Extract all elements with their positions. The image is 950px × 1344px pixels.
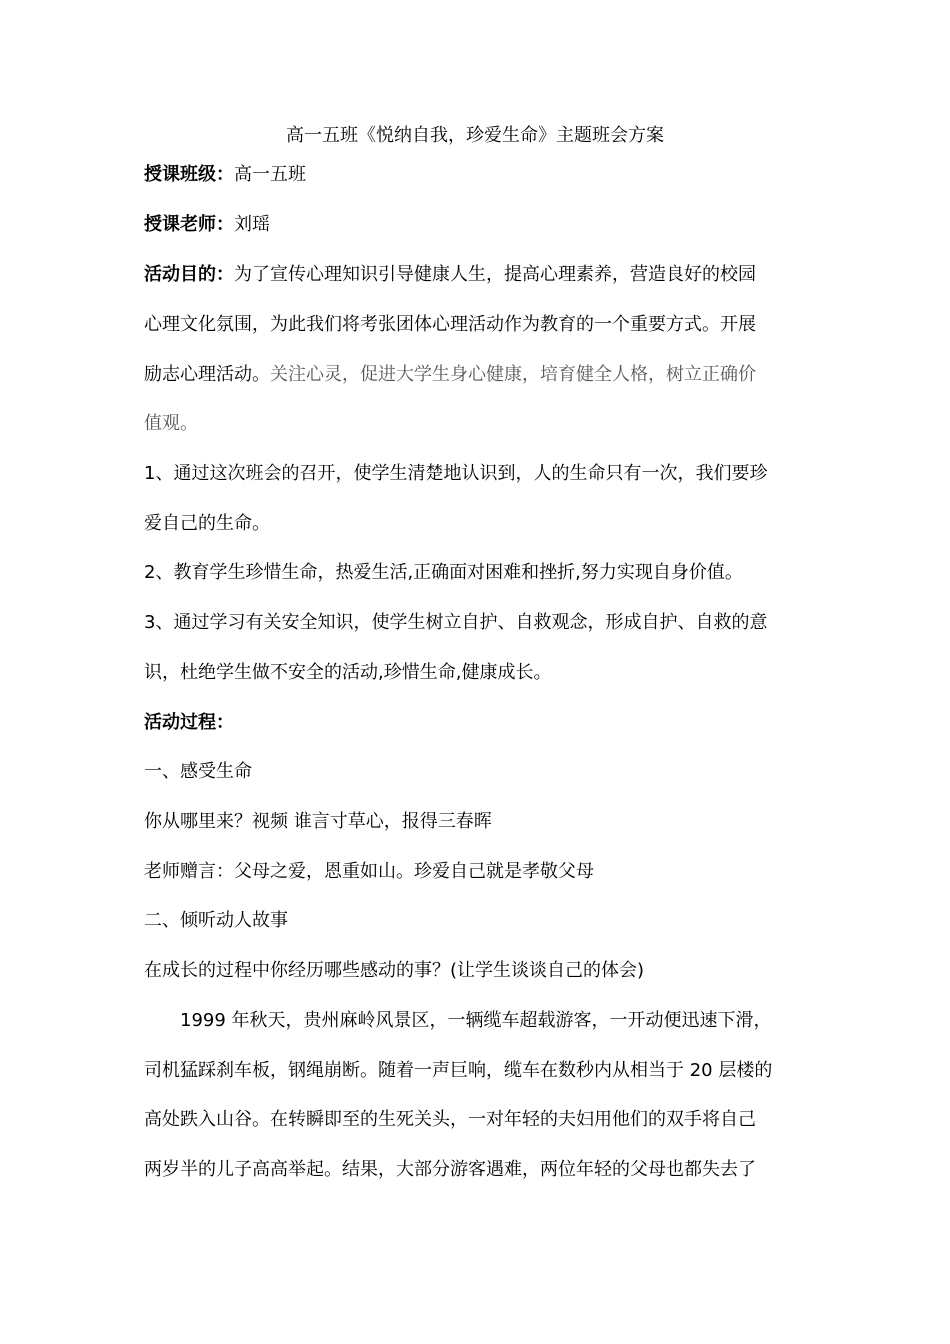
story-line-4: 两岁半的儿子高高举起。结果，大部分游客遇难，两位年轻的父母也都失去了 [144,1159,756,1180]
class-label: 授课班级： [144,164,234,185]
goal-2: 2、教育学生珍惜生命，热爱生活,正确面对困难和挫折,努力实现自身价值。 [144,562,743,583]
purpose-line-4: 值观。 [144,413,198,434]
purpose-line-1 [144,263,814,287]
story-line-2: 司机猛踩刹车板，钢绳崩断。随着一声巨响，缆车在数秒内从相当于 20 层楼的 [144,1060,773,1081]
section-2-heading: 二、倾听动人故事 [144,910,288,931]
document-title: 高一五班《悦纳自我，珍爱生命》主题班会方案 [286,125,664,146]
purpose-label: 活动目的： [144,264,234,285]
teacher-line [144,213,814,237]
purpose-text-1: 为了宣传心理知识引导健康人生，提高心理素养，营造良好的校园 [234,264,756,285]
purpose-line-3 [144,363,814,387]
section-2-question: 在成长的过程中你经历哪些感动的事？(让学生谈谈自己的体会) [144,960,645,981]
purpose-line-2: 心理文化氛围，为此我们将考张团体心理活动作为教育的一个重要方式。开展 [144,314,756,335]
class-line [144,163,814,187]
goal-1-line-1: 1、通过这次班会的召开，使学生清楚地认识到，人的生命只有一次，我们要珍 [144,463,768,484]
goal-1-line-2: 爱自己的生命。 [144,513,270,534]
story-line-3: 高处跌入山谷。在转瞬即至的生死关头，一对年轻的夫妇用他们的双手将自己 [144,1109,756,1130]
story-line-1: 1999 年秋天，贵州麻岭风景区，一辆缆车超载游客，一开动便迅速下滑， [180,1010,772,1031]
purpose-text-3a: 励志心理活动。 [144,364,270,385]
section-1-heading: 一、感受生命 [144,761,252,782]
teacher-value: 刘瑶 [234,214,270,235]
section-1-question: 你从哪里来？视频 谁言寸草心，报得三春晖 [144,811,492,832]
goal-3-line-1: 3、通过学习有关安全知识，使学生树立自护、自救观念，形成自护、自救的意 [144,612,768,633]
goal-3-line-2: 识，杜绝学生做不安全的活动,珍惜生命,健康成长。 [144,662,552,683]
class-value: 高一五班 [234,164,306,185]
purpose-text-3b: 关注心灵，促进大学生身心健康，培育健全人格，树立正确价 [270,364,756,385]
section-1-gift: 老师赠言：父母之爱，恩重如山。珍爱自己就是孝敬父母 [144,861,594,882]
teacher-label: 授课老师： [144,214,234,235]
process-label: 活动过程： [144,712,234,733]
